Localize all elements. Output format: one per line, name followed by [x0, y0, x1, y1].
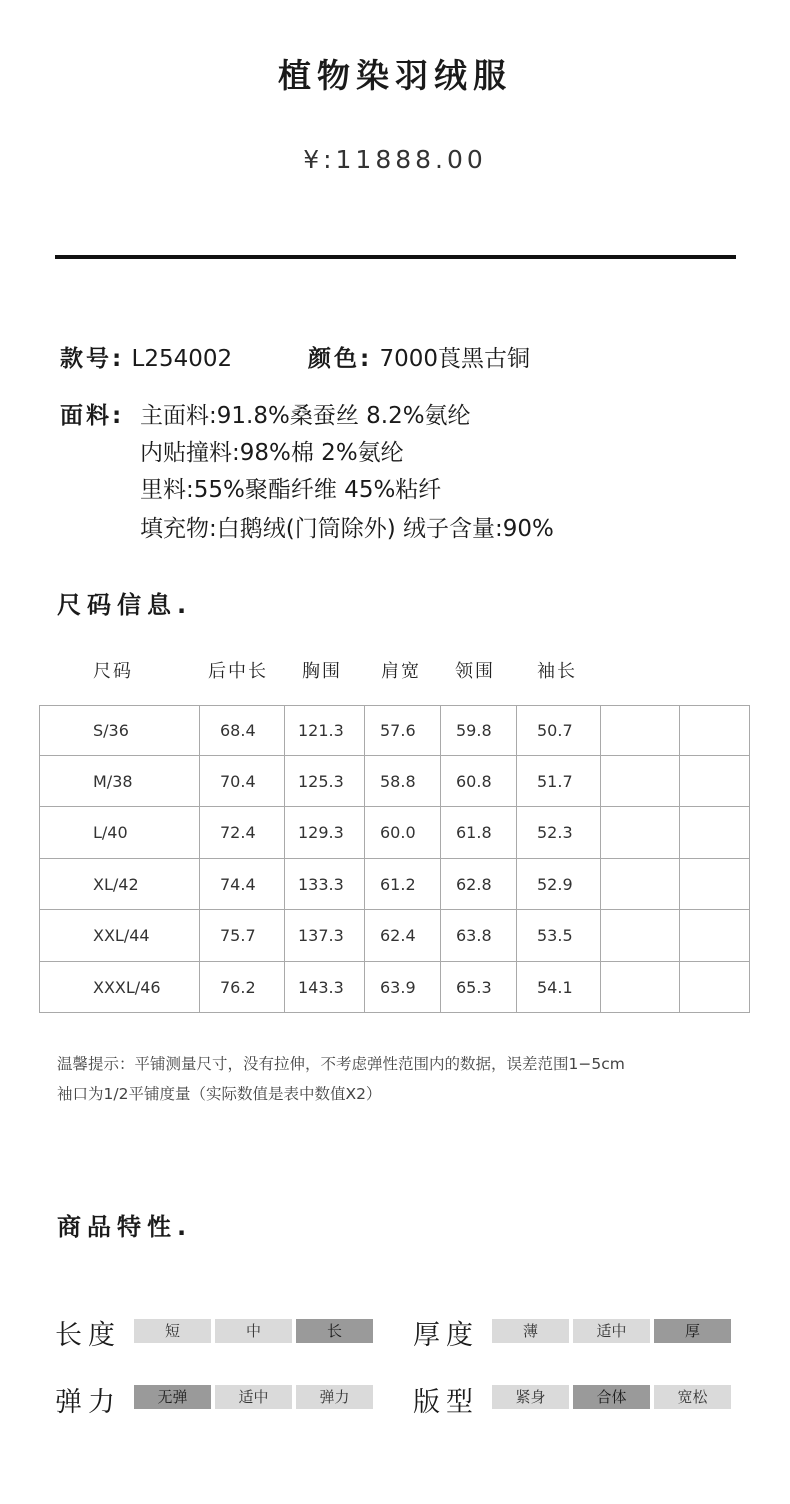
shoulder-cell: 63.9 [365, 962, 441, 1013]
thickness-label: 厚度 [413, 1320, 479, 1351]
length-option-medium: 中 [215, 1319, 292, 1343]
fabric-label: 面料: [60, 403, 125, 429]
collar-cell: 59.8 [441, 706, 517, 756]
color-value: 7000莨黑古铜 [379, 346, 531, 372]
length-label: 长度 [55, 1320, 121, 1351]
fabric-line-main: 主面料:91.8%桑蚕丝 8.2%氨纶 [140, 403, 471, 429]
back-length-cell: 75.7 [200, 910, 285, 962]
back-length-cell: 74.4 [200, 859, 285, 910]
shoulder-cell: 62.4 [365, 910, 441, 962]
style-number-row [60, 340, 232, 373]
sleeve-cell: 51.7 [517, 756, 601, 807]
product-title: 植物染羽绒服 [278, 56, 512, 95]
sleeve-cell: 50.7 [517, 706, 601, 756]
fabric-line-contrast: 内贴撞料:98%棉 2%氨纶 [140, 440, 404, 466]
table-row [40, 962, 750, 1013]
size-section-heading: 尺码信息. [57, 591, 193, 619]
size-header-size: 尺码 [93, 661, 133, 682]
collar-cell: 63.8 [441, 910, 517, 962]
collar-cell: 62.8 [441, 859, 517, 910]
chest-cell: 143.3 [285, 962, 365, 1013]
empty-cell [601, 962, 680, 1013]
empty-cell [601, 756, 680, 807]
sleeve-cell: 54.1 [517, 962, 601, 1013]
chest-cell: 121.3 [285, 706, 365, 756]
empty-cell [680, 706, 750, 756]
chest-cell: 137.3 [285, 910, 365, 962]
sleeve-cell: 53.5 [517, 910, 601, 962]
table-row [40, 910, 750, 962]
style-number-label: 款号: [60, 346, 125, 372]
sleeve-cell: 52.3 [517, 807, 601, 859]
back-length-cell: 70.4 [200, 756, 285, 807]
size-table [39, 705, 750, 1013]
size-cell: L/40 [40, 807, 200, 859]
empty-cell [601, 706, 680, 756]
size-header-sleeve: 袖长 [537, 661, 577, 682]
shoulder-cell: 60.0 [365, 807, 441, 859]
size-header-chest: 胸围 [302, 661, 342, 682]
fabric-line-lining: 里料:55%聚酯纤维 45%粘纤 [140, 477, 442, 503]
empty-cell [680, 962, 750, 1013]
empty-cell [601, 910, 680, 962]
back-length-cell: 76.2 [200, 962, 285, 1013]
elasticity-option-stretch: 弹力 [296, 1385, 373, 1409]
color-row [308, 340, 530, 373]
fit-label: 版型 [413, 1387, 479, 1418]
empty-cell [680, 807, 750, 859]
collar-cell: 60.8 [441, 756, 517, 807]
back-length-cell: 72.4 [200, 807, 285, 859]
fit-option-loose: 宽松 [654, 1385, 731, 1409]
thickness-option-thin: 薄 [492, 1319, 569, 1343]
chest-cell: 133.3 [285, 859, 365, 910]
cuff-note: 袖口为1/2平铺度量（实际数值是表中数值X2） [57, 1085, 382, 1103]
fit-option-regular: 合体 [573, 1385, 650, 1409]
size-cell: M/38 [40, 756, 200, 807]
shoulder-cell: 57.6 [365, 706, 441, 756]
collar-cell: 61.8 [441, 807, 517, 859]
length-option-short: 短 [134, 1319, 211, 1343]
features-section-heading: 商品特性. [57, 1213, 193, 1241]
chest-cell: 125.3 [285, 756, 365, 807]
measurement-note: 温馨提示：平铺测量尺寸，没有拉伸，不考虑弹性范围内的数据，误差范围1−5cm [57, 1055, 625, 1073]
size-cell: S/36 [40, 706, 200, 756]
elasticity-label: 弹力 [55, 1387, 121, 1418]
color-label: 颜色: [308, 346, 373, 372]
style-number-value: L254002 [131, 346, 233, 372]
table-row [40, 756, 750, 807]
fabric-line-filling: 填充物:白鹅绒(门筒除外) 绒子含量:90% [140, 516, 554, 542]
thickness-option-thick: 厚 [654, 1319, 731, 1343]
empty-cell [680, 859, 750, 910]
collar-cell: 65.3 [441, 962, 517, 1013]
empty-cell [601, 807, 680, 859]
table-row [40, 807, 750, 859]
thickness-option-moderate: 适中 [573, 1319, 650, 1343]
elasticity-option-moderate: 适中 [215, 1385, 292, 1409]
empty-cell [680, 910, 750, 962]
fit-option-slim: 紧身 [492, 1385, 569, 1409]
sleeve-cell: 52.9 [517, 859, 601, 910]
table-row [40, 859, 750, 910]
size-cell: XXL/44 [40, 910, 200, 962]
empty-cell [680, 756, 750, 807]
size-cell: XL/42 [40, 859, 200, 910]
shoulder-cell: 58.8 [365, 756, 441, 807]
back-length-cell: 68.4 [200, 706, 285, 756]
size-header-collar: 领围 [455, 661, 495, 682]
length-option-long: 长 [296, 1319, 373, 1343]
product-price: ¥:11888.00 [303, 145, 487, 174]
size-cell: XXXL/46 [40, 962, 200, 1013]
divider-rule [55, 255, 736, 259]
size-header-back-length: 后中长 [208, 661, 268, 682]
elasticity-option-none: 无弹 [134, 1385, 211, 1409]
chest-cell: 129.3 [285, 807, 365, 859]
shoulder-cell: 61.2 [365, 859, 441, 910]
table-row [40, 706, 750, 756]
size-header-shoulder: 肩宽 [381, 661, 421, 682]
empty-cell [601, 859, 680, 910]
